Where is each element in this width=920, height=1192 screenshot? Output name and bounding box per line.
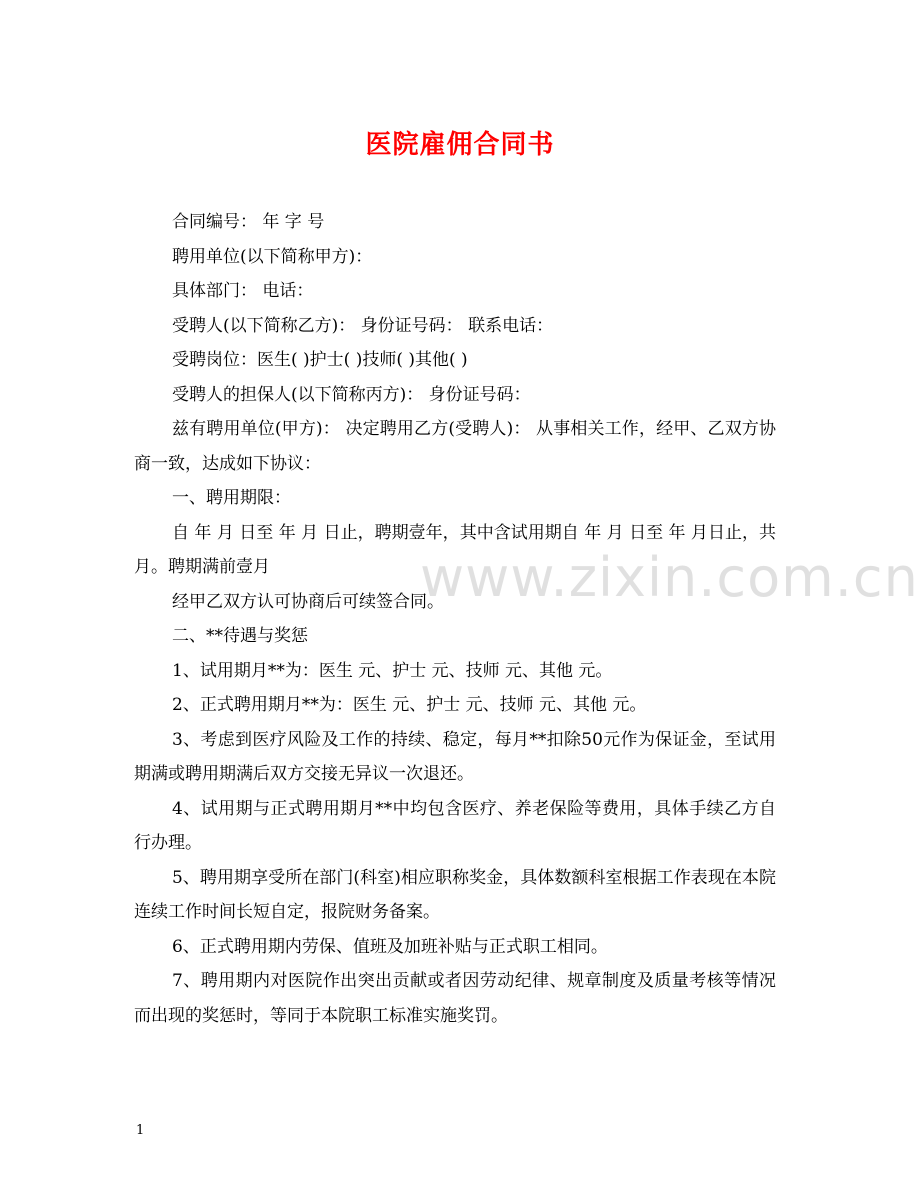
watermark: www.zixin.com.cn (420, 546, 919, 609)
employer-line: 聘用单位(以下简称甲方)： (172, 246, 373, 267)
contract-number-line: 合同编号： 年 字 号 (172, 212, 325, 232)
clause-4: 4、试用期与正式聘用期月**中均包含医疗、养老保险等费用，具体手续乙方自行办理。 (134, 798, 776, 853)
employee-line: 受聘人(以下简称乙方)： 身份证号码： 联系电话： (172, 315, 554, 336)
page-number: 1 (136, 1123, 145, 1138)
position-line: 受聘岗位：医生( )护士( )技师( )其他( ) (172, 350, 468, 370)
document-title: 医院雇佣合同书 (365, 130, 555, 160)
term-paragraph: 自 年 月 日至 年 月 日止，聘期壹年，其中含试用期自 年 月 日至 年 月日止，共 月。聘期满前壹月 (134, 522, 776, 577)
clause-3: 3、考虑到医疗风险及工作的持续、稳定，每月**扣除50元作为保证金，至试用期满或聘用期满后双方交接无异议一次退还。 (134, 729, 776, 784)
clause-5: 5、聘用期享受所在部门(科室)相应职称奖金，具体数额科室根据工作表现在本院连续工作时间长短自定，报院财务备案。 (134, 867, 776, 922)
agreement-intro-paragraph: 兹有聘用单位(甲方)： 决定聘用乙方(受聘人)： 从事相关工作，经甲、乙双方协商一致，达成如下协议： (134, 419, 776, 474)
department-line: 具体部门： 电话： (172, 281, 314, 301)
section-heading-term: 一、聘用期限： (172, 488, 291, 508)
guarantor-line: 受聘人的担保人(以下简称丙方)： 身份证号码： (172, 384, 531, 405)
section-heading-benefits: 二、**待遇与奖惩 (172, 626, 308, 646)
clause-1: 1、试用期月**为：医生 元、护士 元、技师 元、其他 元。 (172, 660, 613, 681)
clause-2: 2、正式聘用期月**为：医生 元、护士 元、技师 元、其他 元。 (172, 695, 647, 715)
renewal-paragraph: 经甲乙双方认可协商后可续签合同。 (172, 591, 444, 612)
clause-6: 6、正式聘用期内劳保、值班及加班补贴与正式职工相同。 (172, 936, 608, 957)
document-body (134, 205, 776, 1033)
clause-7: 7、聘用期内对医院作出突出贡献或者因劳动纪律、规章制度及质量考核等情况而出现的奖惩时，等同于本院职工标准实施奖罚。 (134, 971, 776, 1026)
